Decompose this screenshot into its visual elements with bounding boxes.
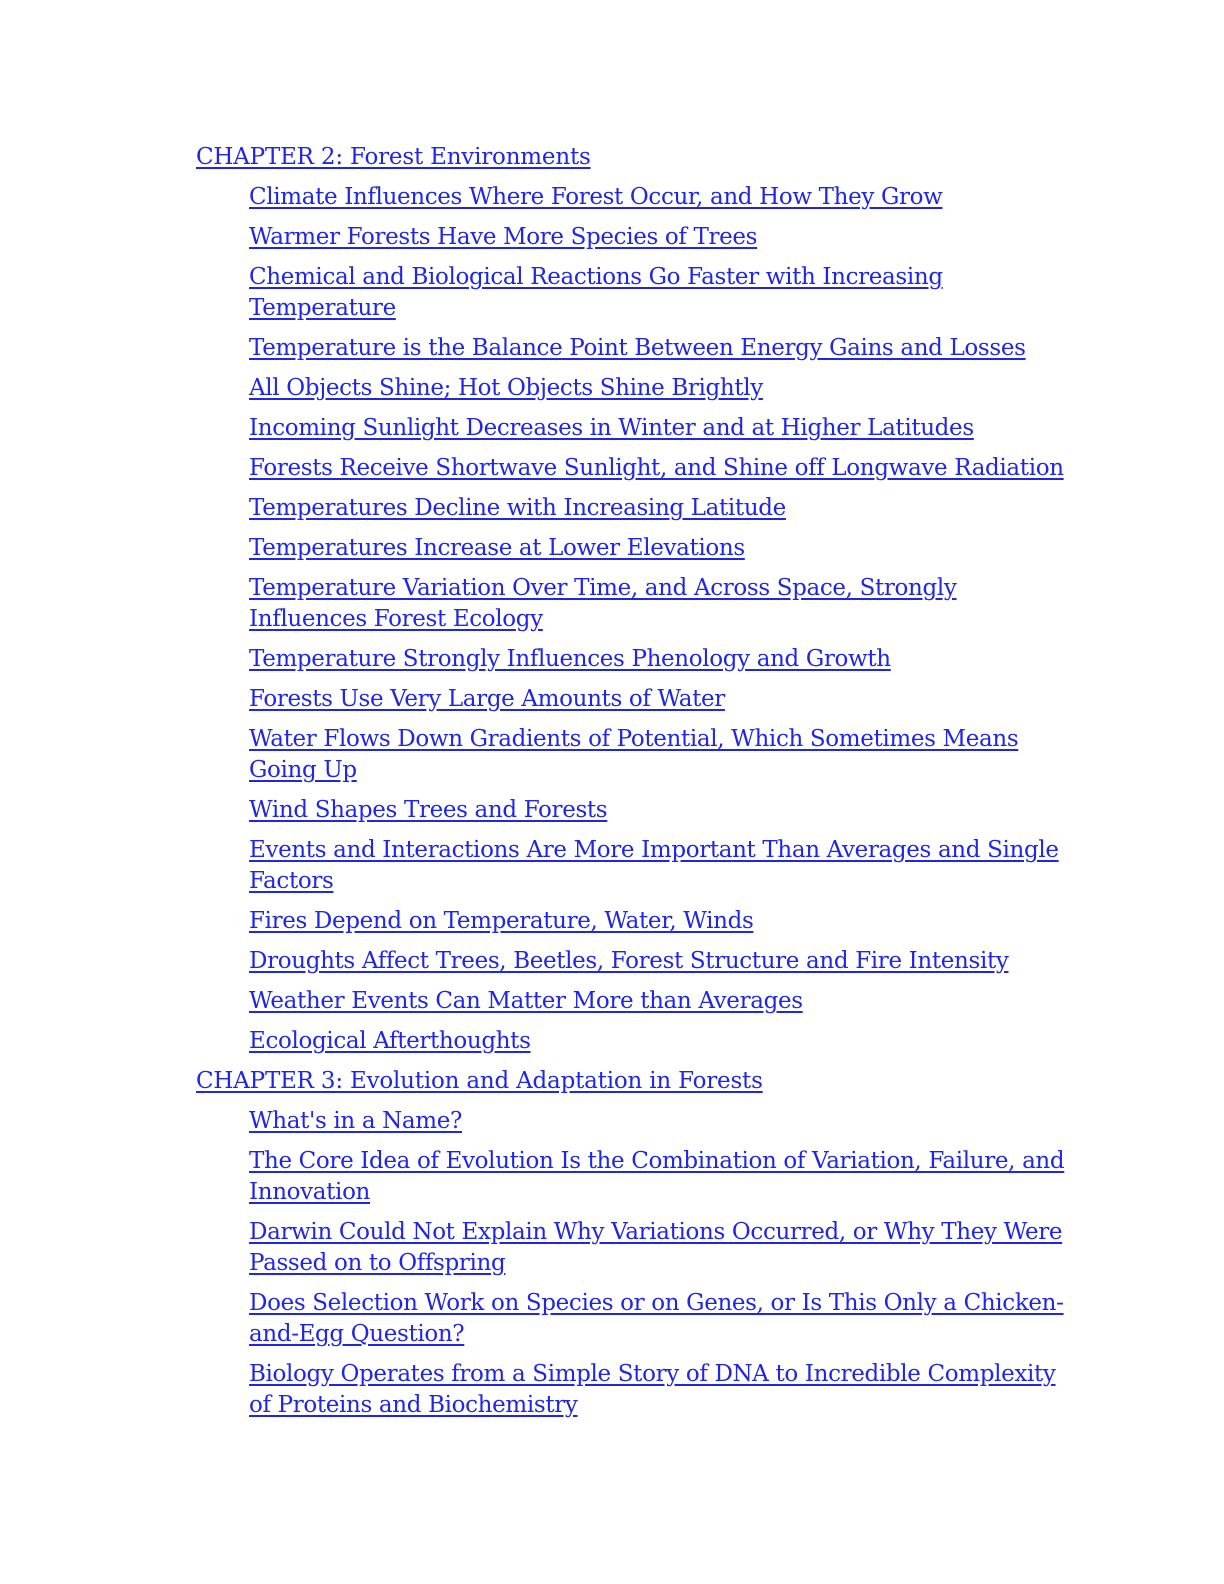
chapter-block — [196, 142, 1076, 1057]
toc-link[interactable]: What's in a Name? — [249, 1108, 462, 1134]
chapter-3-link[interactable]: CHAPTER 3: Evolution and Adaptation in Forests — [196, 1068, 763, 1094]
toc-link[interactable]: Chemical and Biological Reactions Go Faster with Increasing Temperature — [249, 264, 943, 321]
toc-link[interactable]: Events and Interactions Are More Important Than Averages and Single Factors — [249, 837, 1059, 894]
toc-link[interactable]: Climate Influences Where Forest Occur, and How They Grow — [249, 184, 943, 210]
toc-link[interactable]: Temperature Strongly Influences Phenology and Growth — [249, 646, 891, 672]
toc-link[interactable]: Warmer Forests Have More Species of Trees — [249, 224, 758, 250]
toc-link[interactable]: Temperature Variation Over Time, and Across Space, Strongly Influences Forest Ecology — [249, 575, 957, 632]
toc-link[interactable]: Forests Use Very Large Amounts of Water — [249, 686, 725, 712]
toc-link[interactable]: All Objects Shine; Hot Objects Shine Brightly — [249, 375, 763, 401]
toc-link[interactable]: Wind Shapes Trees and Forests — [249, 797, 608, 823]
chapter-2-link[interactable]: CHAPTER 2: Forest Environments — [196, 144, 591, 170]
chapter-block — [196, 1066, 1076, 1421]
toc-link[interactable]: Water Flows Down Gradients of Potential, Which Sometimes Means Going Up — [249, 726, 1019, 783]
toc-link[interactable]: Darwin Could Not Explain Why Variations Occurred, or Why They Were Passed on to Offspring — [249, 1219, 1063, 1276]
toc-link[interactable]: Does Selection Work on Species or on Genes, or Is This Only a Chicken-and-Egg Question? — [249, 1290, 1064, 1347]
toc-link[interactable]: Droughts Affect Trees, Beetles, Forest Structure and Fire Intensity — [249, 948, 1009, 974]
toc-link[interactable]: Temperatures Decline with Increasing Latitude — [249, 495, 786, 521]
toc-link[interactable]: Forests Receive Shortwave Sunlight, and Shine off Longwave Radiation — [249, 455, 1064, 481]
toc-link[interactable]: Ecological Afterthoughts — [249, 1028, 531, 1054]
toc-link[interactable]: Incoming Sunlight Decreases in Winter and at Higher Latitudes — [249, 415, 974, 441]
toc-link[interactable]: Fires Depend on Temperature, Water, Winds — [249, 908, 754, 934]
toc-link[interactable]: Temperature is the Balance Point Between Energy Gains and Losses — [249, 335, 1026, 361]
toc-link[interactable]: Biology Operates from a Simple Story of DNA to Incredible Complexity of Proteins and Biochemistry — [249, 1361, 1056, 1418]
toc-link[interactable]: Temperatures Increase at Lower Elevations — [249, 535, 745, 561]
toc-link[interactable]: Weather Events Can Matter More than Averages — [249, 988, 803, 1014]
table-of-contents — [196, 142, 1076, 1430]
toc-link[interactable]: The Core Idea of Evolution Is the Combination of Variation, Failure, and Innovation — [249, 1148, 1065, 1205]
